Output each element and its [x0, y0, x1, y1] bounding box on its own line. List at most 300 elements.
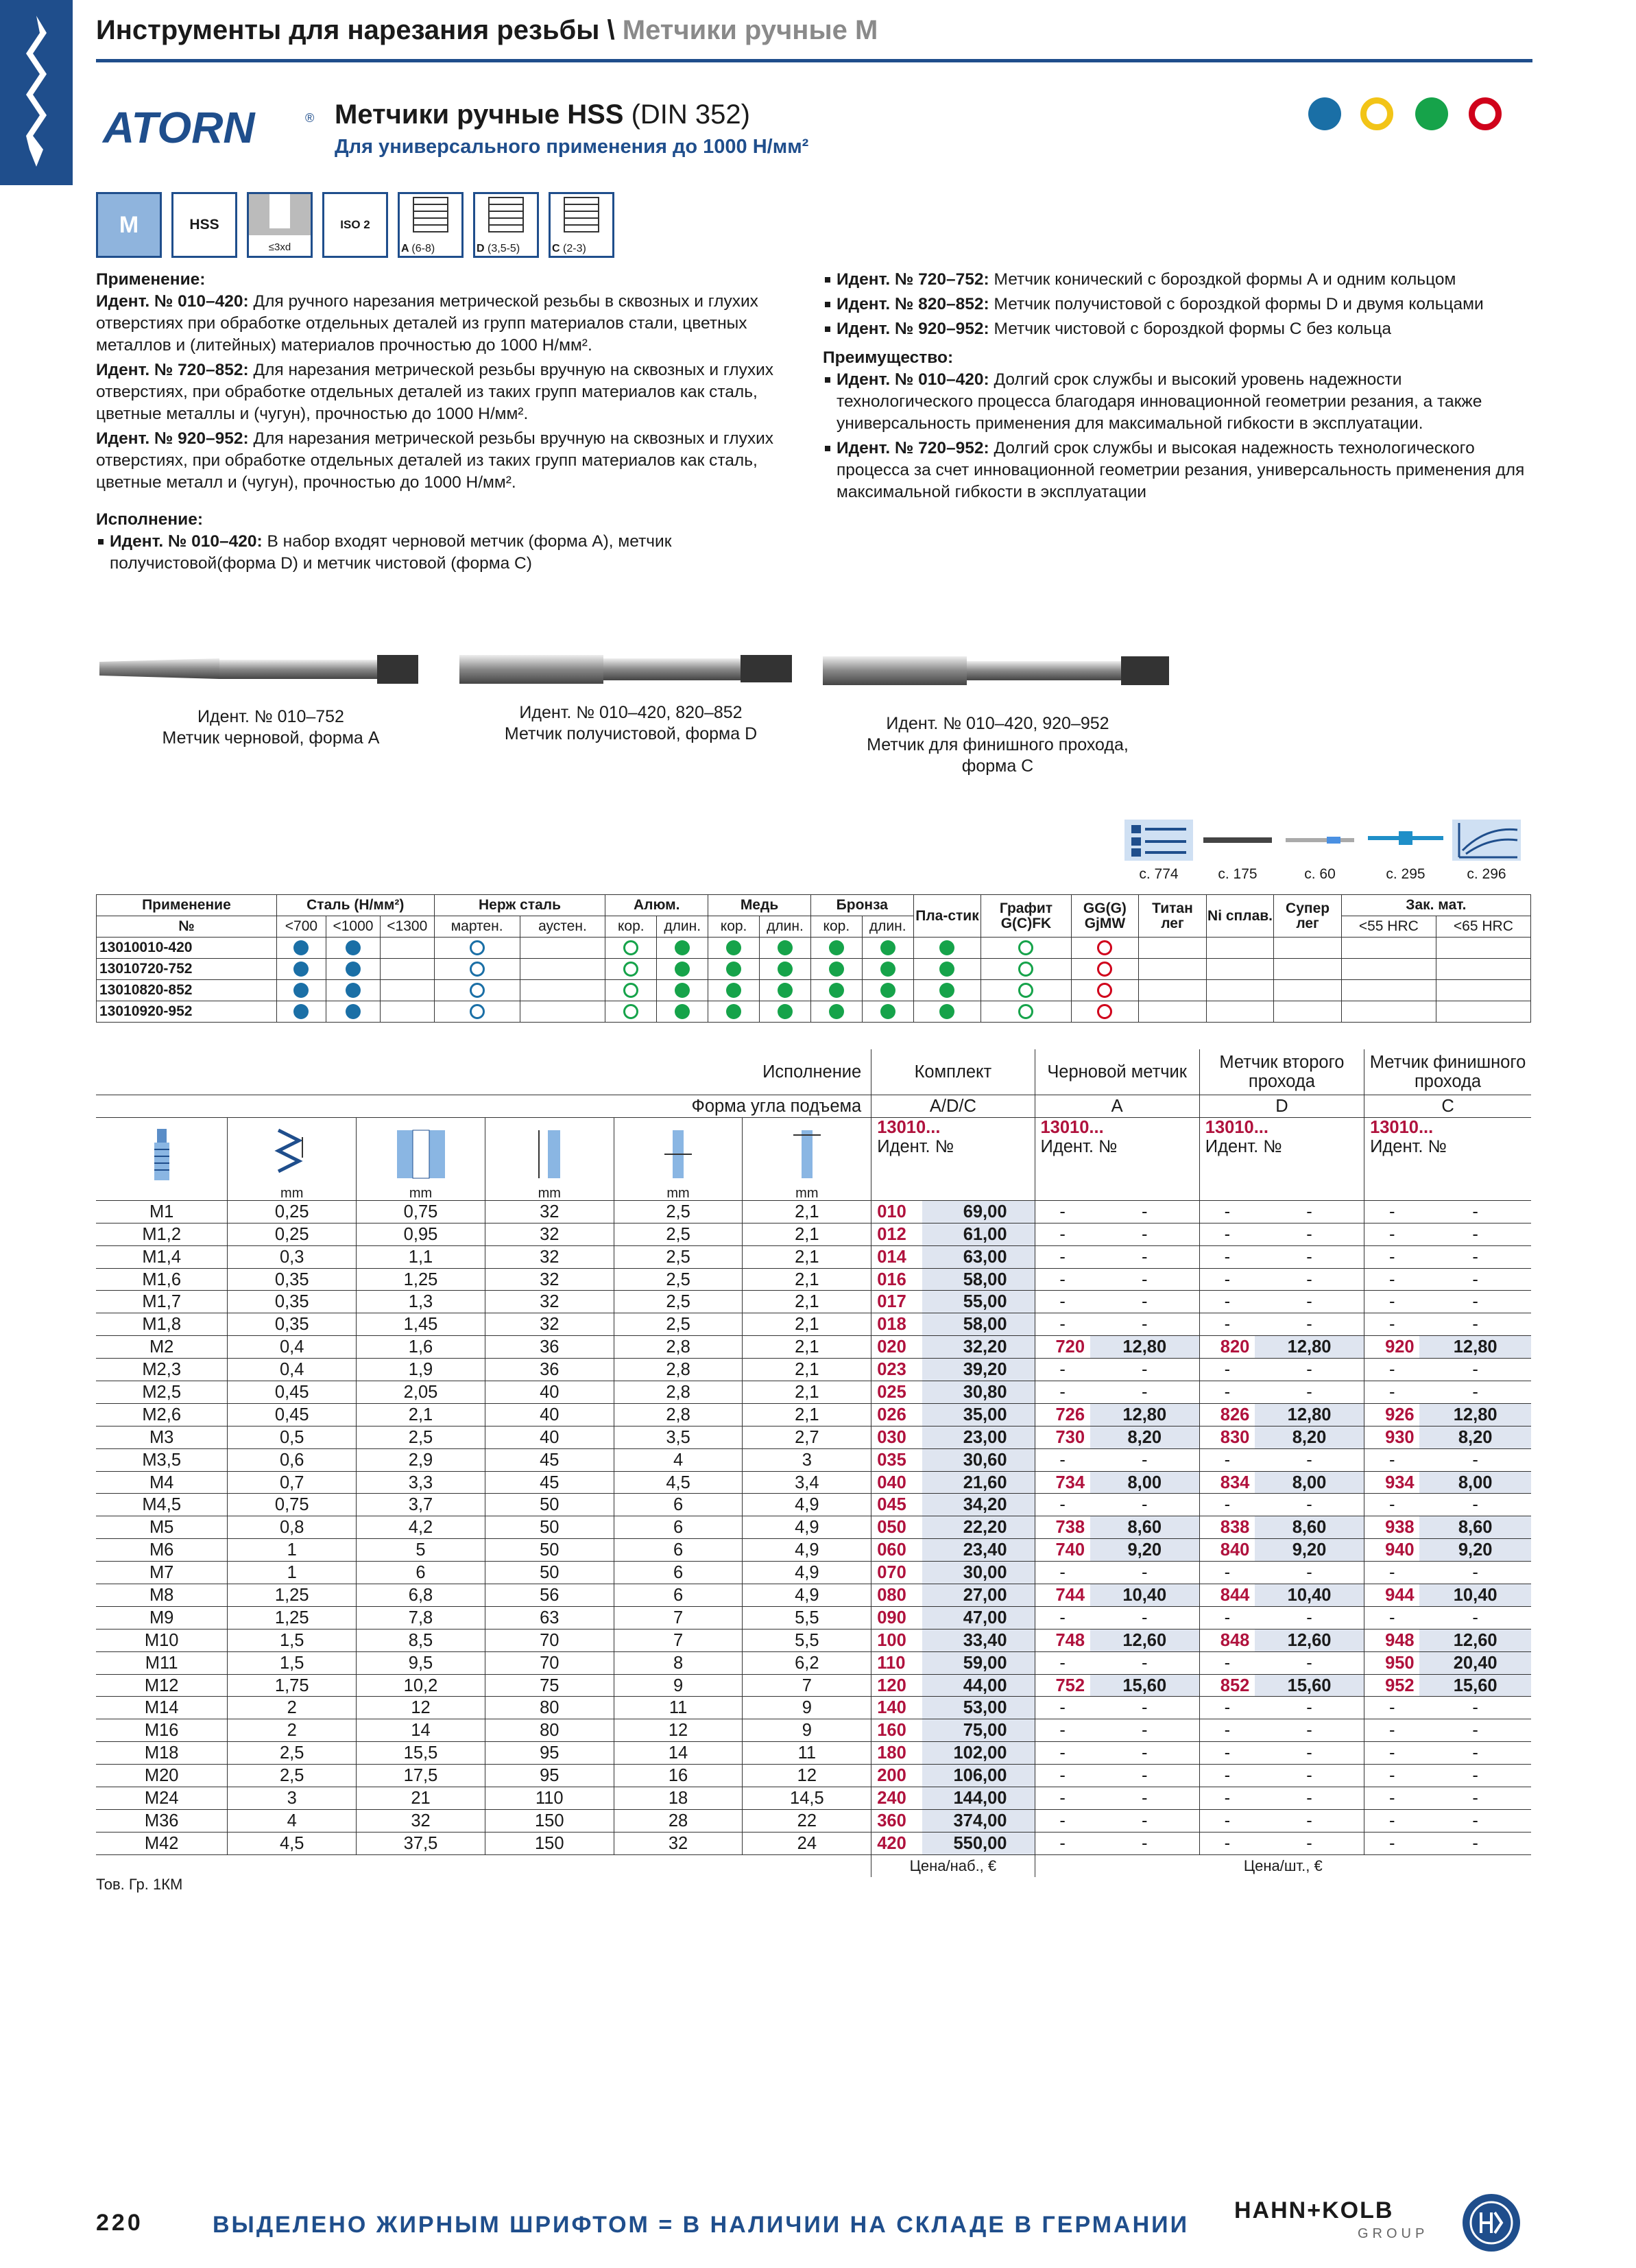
set-price-cell: 144,00 [922, 1787, 1035, 1810]
core-drill-cell: 1,9 [357, 1359, 485, 1381]
set-price-cell: 22,20 [922, 1516, 1035, 1539]
page-ref-3[interactable]: с. 60 [1304, 866, 1336, 882]
rough-price-cell: 8,00 [1090, 1471, 1200, 1494]
square-cell: 4,9 [743, 1539, 871, 1562]
pitch-cell: 1 [228, 1539, 357, 1562]
breadcrumb-main: Инструменты для нарезания резьбы [96, 15, 600, 45]
set-id-cell[interactable]: 026 [871, 1403, 923, 1426]
conditional-ring-icon [470, 983, 485, 998]
pitch-cell: 0,25 [228, 1223, 357, 1245]
thread-c-icon [551, 194, 612, 237]
table-row [96, 1629, 1531, 1651]
yellow-ring [1360, 97, 1393, 130]
square-cell: 2,1 [743, 1403, 871, 1426]
product-title-norm: (DIN 352) [623, 99, 750, 130]
second-price-cell: - [1255, 1606, 1364, 1629]
size-cell: M5 [96, 1516, 228, 1539]
size-cell: M1,6 [96, 1268, 228, 1291]
second-price-cell: - [1255, 1448, 1364, 1471]
second-price-cell: 8,60 [1255, 1516, 1364, 1539]
set-id-cell[interactable]: 240 [871, 1787, 923, 1810]
variant-item-3: Идент. № 920–952: Метчик чистовой с бороздкой формы С без кольца [823, 318, 1529, 340]
finish-price-cell: 12,60 [1419, 1629, 1531, 1651]
rough-id-cell: 752 [1035, 1674, 1090, 1697]
shank-cell: 6 [614, 1584, 743, 1607]
product-title [335, 99, 750, 130]
square-cell: 2,1 [743, 1381, 871, 1404]
set-id-cell[interactable]: 025 [871, 1381, 923, 1404]
set-id-cell[interactable]: 070 [871, 1562, 923, 1584]
suitable-dot-icon [726, 962, 741, 977]
shank-cell: 2,8 [614, 1336, 743, 1359]
finish-price-cell: 12,80 [1419, 1336, 1531, 1359]
finish-header: Метчик финишного прохода [1364, 1049, 1531, 1095]
set-id-cell[interactable]: 180 [871, 1742, 923, 1765]
form-d-box [473, 192, 539, 258]
size-cell: M1,8 [96, 1313, 228, 1336]
set-price-cell: 102,00 [922, 1742, 1035, 1765]
set-id-cell[interactable]: 080 [871, 1584, 923, 1607]
second-price-cell: - [1255, 1765, 1364, 1787]
rough-price-cell: - [1090, 1606, 1200, 1629]
core-drill-cell: 1,1 [357, 1245, 485, 1268]
rough-id-cell: 726 [1035, 1403, 1090, 1426]
svg-text:®: ® [305, 111, 315, 125]
pitch-cell: 4 [228, 1809, 357, 1832]
finish-price-cell: 10,40 [1419, 1584, 1531, 1607]
form-c-box [549, 192, 614, 258]
tap-image-rough [96, 645, 425, 693]
rough-id-cell: - [1035, 1448, 1090, 1471]
rough-id-cell: - [1035, 1359, 1090, 1381]
pitch-cell: 0,45 [228, 1403, 357, 1426]
length-cell: 70 [485, 1651, 614, 1674]
product-title-bold: Метчики ручные HSS [335, 99, 624, 130]
length-cell: 45 [485, 1448, 614, 1471]
set-price-cell: 63,00 [922, 1245, 1035, 1268]
conditional-ring-icon [1018, 962, 1033, 977]
set-id-cell[interactable]: 360 [871, 1809, 923, 1832]
set-id-cell[interactable]: 040 [871, 1471, 923, 1494]
core-drill-cell: 10,2 [357, 1674, 485, 1697]
table-row [96, 1268, 1531, 1291]
form-d-range: (3,5-5) [488, 243, 520, 254]
rough-price-cell: 12,80 [1090, 1403, 1200, 1426]
second-id-cell: - [1199, 1697, 1255, 1719]
col-icon-drill: mm [357, 1117, 485, 1200]
m-thread-box: M [96, 192, 162, 258]
cutting-data-icon[interactable] [1452, 820, 1521, 861]
rough-price-cell: - [1090, 1200, 1200, 1223]
size-cell: M12 [96, 1674, 228, 1697]
set-price-cell: 32,20 [922, 1336, 1035, 1359]
suitable-dot-icon [346, 983, 361, 998]
page-ref-1[interactable]: с. 774 [1139, 866, 1179, 882]
square-cell: 5,5 [743, 1606, 871, 1629]
set-id-cell[interactable]: 140 [871, 1697, 923, 1719]
core-drill-cell: 3,7 [357, 1494, 485, 1516]
set-id-cell[interactable]: 030 [871, 1426, 923, 1448]
table-row [96, 1223, 1531, 1245]
rough-id-cell: - [1035, 1719, 1090, 1742]
execution-label: Исполнение [762, 1062, 862, 1082]
rough-price-cell: - [1090, 1719, 1200, 1742]
finish-id-cell: 944 [1364, 1584, 1420, 1607]
finish-price-cell: - [1419, 1245, 1531, 1268]
pitch-cell: 1 [228, 1562, 357, 1584]
core-drill-cell: 6 [357, 1562, 485, 1584]
pitch-cell: 0,4 [228, 1359, 357, 1381]
core-drill-cell: 37,5 [357, 1832, 485, 1854]
shank-cell: 2,5 [614, 1313, 743, 1336]
tap-tool-icon[interactable] [1203, 833, 1272, 847]
atorn-logo [96, 102, 322, 153]
core-drill-cell: 5 [357, 1539, 485, 1562]
square-cell: 4,9 [743, 1584, 871, 1607]
second-price-cell: - [1255, 1742, 1364, 1765]
hk-brand: HAHN+KOLB [1234, 2197, 1394, 2223]
core-drill-cell: 21 [357, 1787, 485, 1810]
suitable-dot-icon [939, 983, 954, 998]
conditional-ring-icon [1097, 983, 1112, 998]
rough-id-cell: - [1035, 1562, 1090, 1584]
application-para-1: Идент. № 010–420: Для ручного нарезания метрической резьбы в сквозных и глухих отверстиях при обработке отдельных деталей из групп материалов стали, цветных металлов и (литейных) материалов прочностью до 1000 Н/мм². [96, 292, 758, 355]
suitable-dot-icon [726, 1004, 741, 1019]
square-cell: 7 [743, 1674, 871, 1697]
breadcrumb-sub: Метчики ручные М [622, 15, 878, 45]
finish-price-cell: 9,20 [1419, 1539, 1531, 1562]
size-cell: M6 [96, 1539, 228, 1562]
length-cell: 50 [485, 1539, 614, 1562]
core-drill-cell: 2,5 [357, 1426, 485, 1448]
set-id-cell[interactable]: 090 [871, 1606, 923, 1629]
conditional-ring-icon [1097, 962, 1112, 977]
set-id-cell[interactable]: 160 [871, 1719, 923, 1742]
hk-emblem-icon [1460, 2192, 1522, 2254]
shank-cell: 6 [614, 1516, 743, 1539]
core-drill-cell: 8,5 [357, 1629, 485, 1651]
rough-price-cell: - [1090, 1313, 1200, 1336]
pitch-cell: 3 [228, 1787, 357, 1810]
finish-id-cell: - [1364, 1313, 1420, 1336]
length-cell: 56 [485, 1584, 614, 1607]
second-price-cell: - [1255, 1719, 1364, 1742]
depth-icon [249, 194, 311, 235]
finish-id-cell: 926 [1364, 1403, 1420, 1426]
tap-size-icon [152, 1129, 172, 1184]
core-drill-cell: 6,8 [357, 1584, 485, 1607]
table-row [96, 1313, 1531, 1336]
length-cell: 95 [485, 1742, 614, 1765]
suitable-dot-icon [726, 983, 741, 998]
rough-header: Черновой метчик [1035, 1049, 1199, 1095]
set-id-cell[interactable]: 420 [871, 1832, 923, 1854]
finish-id-cell: - [1364, 1200, 1420, 1223]
suitable-dot-icon [880, 983, 895, 998]
finish-price-cell: - [1419, 1787, 1531, 1810]
reference-icons [1124, 820, 1536, 881]
square-size-icon [786, 1127, 828, 1182]
depth-box [247, 192, 313, 258]
suitable-dot-icon [778, 940, 793, 955]
finish-id-cell: - [1364, 1606, 1420, 1629]
suitable-dot-icon [880, 962, 895, 977]
size-cell: M2,6 [96, 1403, 228, 1426]
pitch-cell: 0,6 [228, 1448, 357, 1471]
suitable-dot-icon [346, 940, 361, 955]
set-price-cell: 23,40 [922, 1539, 1035, 1562]
set-id-cell[interactable]: 045 [871, 1494, 923, 1516]
set-id-cell[interactable]: 014 [871, 1245, 923, 1268]
rough-price-cell: 15,60 [1090, 1674, 1200, 1697]
rough-price-cell: 8,20 [1090, 1426, 1200, 1448]
rough-price-cell: - [1090, 1742, 1200, 1765]
finish-id-cell: 940 [1364, 1539, 1420, 1562]
finish-id-cell: - [1364, 1765, 1420, 1787]
core-drill-cell: 7,8 [357, 1606, 485, 1629]
conditional-ring-icon [623, 940, 638, 955]
set-id-cell[interactable]: 017 [871, 1291, 923, 1313]
header-rule [96, 59, 1532, 62]
catalog-table-icon[interactable] [1124, 820, 1193, 861]
rough-id-cell: 734 [1035, 1471, 1090, 1494]
caption-finish: Идент. № 010–420, 920–952 Метчик для финишного прохода, форма С [867, 714, 1129, 776]
table-row [96, 1403, 1531, 1426]
finish-price-cell: - [1419, 1381, 1531, 1404]
set-price-cell: 27,00 [922, 1584, 1035, 1607]
rough-price-cell: - [1090, 1809, 1200, 1832]
size-cell: M9 [96, 1606, 228, 1629]
rough-price-cell: - [1090, 1697, 1200, 1719]
square-cell: 9 [743, 1719, 871, 1742]
shank-cell: 16 [614, 1765, 743, 1787]
second-price-cell: 10,40 [1255, 1584, 1364, 1607]
finish-id-cell: - [1364, 1448, 1420, 1471]
rough-price-cell: - [1090, 1832, 1200, 1854]
second-price-cell: - [1255, 1200, 1364, 1223]
shank-cell: 2,8 [614, 1381, 743, 1404]
set-id-header: 13010... Идент. № [871, 1117, 1035, 1200]
pitch-cell: 0,35 [228, 1268, 357, 1291]
second-price-cell: - [1255, 1494, 1364, 1516]
pitch-cell: 2 [228, 1697, 357, 1719]
set-price-cell: 59,00 [922, 1651, 1035, 1674]
rough-price-cell: - [1090, 1651, 1200, 1674]
set-id-cell[interactable]: 023 [871, 1359, 923, 1381]
square-cell: 3,4 [743, 1471, 871, 1494]
set-price-cell: 55,00 [922, 1291, 1035, 1313]
form-c-range: (2-3) [563, 243, 586, 254]
pitch-cell: 0,25 [228, 1200, 357, 1223]
square-cell: 4,9 [743, 1494, 871, 1516]
suitable-dot-icon [675, 983, 690, 998]
shank-cell: 4,5 [614, 1471, 743, 1494]
set-price-cell: 30,80 [922, 1381, 1035, 1404]
shank-cell: 2,8 [614, 1403, 743, 1426]
tap-wrench-icon[interactable] [1368, 828, 1443, 848]
page-ref-5[interactable]: с. 296 [1467, 866, 1506, 882]
shank-cell: 28 [614, 1809, 743, 1832]
core-drill-cell: 14 [357, 1719, 485, 1742]
set-price-cell: 61,00 [922, 1223, 1035, 1245]
second-id-cell: - [1199, 1742, 1255, 1765]
rough-id-cell: 740 [1035, 1539, 1090, 1562]
shank-cell: 2,5 [614, 1291, 743, 1313]
shank-cell: 2,5 [614, 1223, 743, 1245]
length-cell: 50 [485, 1516, 614, 1539]
core-drill-cell: 0,75 [357, 1200, 485, 1223]
finish-price-cell: - [1419, 1494, 1531, 1516]
core-drill-cell: 15,5 [357, 1742, 485, 1765]
second-id-cell: 852 [1199, 1674, 1255, 1697]
shank-cell: 2,8 [614, 1359, 743, 1381]
size-cell: M3 [96, 1426, 228, 1448]
suitable-dot-icon [778, 983, 793, 998]
set-id-cell[interactable]: 110 [871, 1651, 923, 1674]
pitch-cell: 1,5 [228, 1651, 357, 1674]
suitable-dot-icon [939, 1004, 954, 1019]
length-cell: 36 [485, 1336, 614, 1359]
product-subtitle: Для универсального применения до 1000 Н/мм² [335, 136, 809, 158]
finish-id-cell: - [1364, 1381, 1420, 1404]
breadcrumb-separator: \ [599, 15, 623, 45]
second-price-cell: - [1255, 1651, 1364, 1674]
square-cell: 4,9 [743, 1516, 871, 1539]
suitable-dot-icon [829, 1004, 844, 1019]
length-cell: 110 [485, 1787, 614, 1810]
size-cell: M3,5 [96, 1448, 228, 1471]
set-id-cell[interactable]: 050 [871, 1516, 923, 1539]
rough-id-cell: - [1035, 1223, 1090, 1245]
second-id-cell: 844 [1199, 1584, 1255, 1607]
second-price-cell: 12,80 [1255, 1336, 1364, 1359]
set-id-cell[interactable]: 100 [871, 1629, 923, 1651]
drill-tool-icon[interactable] [1286, 833, 1354, 847]
rough-price-cell: 12,60 [1090, 1629, 1200, 1651]
pitch-cell: 4,5 [228, 1832, 357, 1854]
finish-price-cell: - [1419, 1200, 1531, 1223]
rough-id-cell: - [1035, 1268, 1090, 1291]
suitable-dot-icon [829, 940, 844, 955]
suitable-dot-icon [675, 940, 690, 955]
table-row [96, 1809, 1531, 1832]
page-ref-2[interactable]: с. 175 [1218, 866, 1258, 882]
set-id-cell[interactable]: 020 [871, 1336, 923, 1359]
shank-cell: 7 [614, 1606, 743, 1629]
second-id-cell: 834 [1199, 1471, 1255, 1494]
finish-price-cell: - [1419, 1448, 1531, 1471]
size-cell: M1 [96, 1200, 228, 1223]
price-piece-label: Цена/шт., € [1035, 1854, 1531, 1876]
size-cell: M1,4 [96, 1245, 228, 1268]
rough-price-cell: - [1090, 1291, 1200, 1313]
set-price-cell: 34,20 [922, 1494, 1035, 1516]
iso-box: ISO 2 [322, 192, 388, 258]
finish-id-cell: 930 [1364, 1426, 1420, 1448]
application-table: Применение Сталь (Н/мм²) Нерж сталь Алюм. Медь Бронза Пла-стик Графит G(C)FK GG(G) GjMW Титан лег Ni сплав. Супер лег Зак. мат. № <700 <1000 <1300 мартен. аустен. кор. длин. кор. длин. кор. длин. <55 HRC <65 HRC 13010010-420 13010720-752 13010820-852 13010920-952 [96, 894, 1531, 1023]
thread-a-icon [400, 194, 461, 237]
set-id-cell[interactable]: 035 [871, 1448, 923, 1471]
size-cell: M2,5 [96, 1381, 228, 1404]
description-left [96, 269, 802, 575]
hss-box: HSS [171, 192, 237, 258]
suitable-dot-icon [829, 983, 844, 998]
form-d-letter: D [477, 243, 485, 254]
table-row [96, 1471, 1531, 1494]
pitch-cell: 0,7 [228, 1471, 357, 1494]
page-ref-4[interactable]: с. 295 [1386, 866, 1426, 882]
second-id-cell: 848 [1199, 1629, 1255, 1651]
set-id-cell[interactable]: 018 [871, 1313, 923, 1336]
shank-cell: 2,5 [614, 1200, 743, 1223]
set-price-cell: 33,40 [922, 1629, 1035, 1651]
shank-cell: 11 [614, 1697, 743, 1719]
set-id-cell[interactable]: 060 [871, 1539, 923, 1562]
length-cell: 40 [485, 1403, 614, 1426]
square-cell: 2,1 [743, 1291, 871, 1313]
square-cell: 2,1 [743, 1223, 871, 1245]
table-row [96, 1516, 1531, 1539]
set-id-cell[interactable]: 016 [871, 1268, 923, 1291]
finish-price-cell: - [1419, 1291, 1531, 1313]
finish-price-cell: - [1419, 1809, 1531, 1832]
square-cell: 2,7 [743, 1426, 871, 1448]
finish-price-cell: - [1419, 1562, 1531, 1584]
rough-price-cell: 10,40 [1090, 1584, 1200, 1607]
second-price-cell: - [1255, 1809, 1364, 1832]
shank-cell: 6 [614, 1494, 743, 1516]
table-row [96, 1562, 1531, 1584]
finish-price-cell: 12,80 [1419, 1403, 1531, 1426]
pitch-icon [272, 1127, 313, 1182]
second-price-cell: - [1255, 1381, 1364, 1404]
size-cell: M42 [96, 1832, 228, 1854]
stock-note: ВЫДЕЛЕНО ЖИРНЫМ ШРИФТОМ = В НАЛИЧИИ НА СКЛАДЕ В ГЕРМАНИИ [213, 2212, 1190, 2238]
set-id-cell[interactable]: 010 [871, 1200, 923, 1223]
second-price-cell: 8,00 [1255, 1471, 1364, 1494]
execution-heading: Исполнение: [96, 510, 204, 529]
rough-price-cell: - [1090, 1787, 1200, 1810]
rough-id-cell: - [1035, 1765, 1090, 1787]
table-row [96, 1494, 1531, 1516]
set-price-cell: 69,00 [922, 1200, 1035, 1223]
set-price-cell: 106,00 [922, 1765, 1035, 1787]
rough-price-cell: - [1090, 1448, 1200, 1471]
rough-price-cell: - [1090, 1765, 1200, 1787]
square-cell: 2,1 [743, 1268, 871, 1291]
set-price-cell: 23,00 [922, 1426, 1035, 1448]
product-group: Тов. Гр. 1КМ [96, 1876, 183, 1893]
finish-price-cell: 20,40 [1419, 1651, 1531, 1674]
blue-dot [1308, 97, 1341, 130]
application-row: 13010920-952 [97, 1001, 1531, 1023]
rough-price-cell: - [1090, 1562, 1200, 1584]
set-price-cell: 30,00 [922, 1562, 1035, 1584]
set-id-cell[interactable]: 120 [871, 1674, 923, 1697]
col-icon-shank: mm [614, 1117, 743, 1200]
set-id-cell[interactable]: 012 [871, 1223, 923, 1245]
length-cell: 150 [485, 1832, 614, 1854]
rough-price-cell: - [1090, 1359, 1200, 1381]
size-cell: M7 [96, 1562, 228, 1584]
application-row: 13010820-852 [97, 980, 1531, 1001]
suitable-dot-icon [293, 983, 309, 998]
set-id-cell[interactable]: 200 [871, 1765, 923, 1787]
table-row [96, 1381, 1531, 1404]
length-cell: 32 [485, 1313, 614, 1336]
application-row: 13010010-420 [97, 938, 1531, 959]
pitch-cell: 0,5 [228, 1426, 357, 1448]
